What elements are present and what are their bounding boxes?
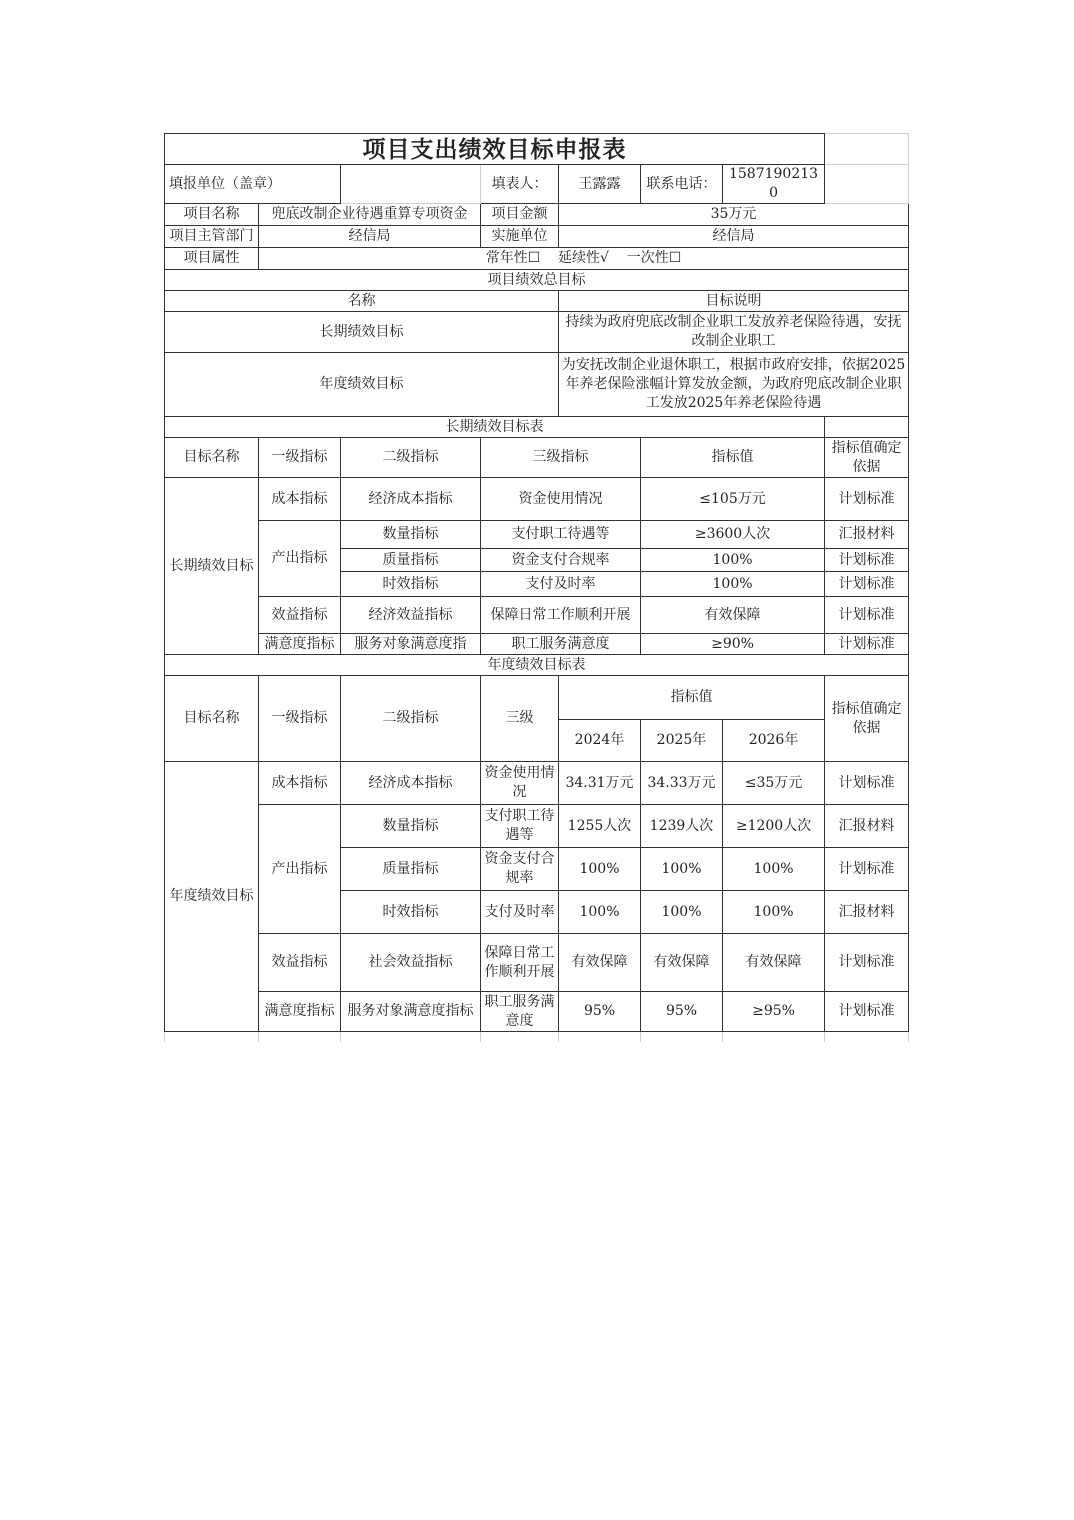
empty-cell [481,1032,559,1043]
annual-v2025: 95% [641,992,723,1032]
annual-l3: 保障日常工作顺利开展 [481,934,559,992]
empty-cell [641,1032,723,1043]
annual-l1: 效益指标 [259,934,341,992]
annual-l3: 资金支付合规率 [481,848,559,891]
annual-l3: 支付及时率 [481,891,559,934]
long-basis: 计划标准 [825,634,909,655]
dept-value: 经信局 [259,226,481,248]
annual-v2024: 100% [559,848,641,891]
long-header-l2: 二级指标 [341,438,481,478]
annual-basis: 汇报材料 [825,891,909,934]
long-value: 有效保障 [641,597,825,634]
long-value: ≥90% [641,634,825,655]
table-row [165,597,909,634]
long-basis: 计划标准 [825,549,909,572]
annual-basis: 计划标准 [825,934,909,992]
annual-v2026: ≥95% [723,992,825,1032]
long-basis: 计划标准 [825,597,909,634]
long-l2: 经济效益指标 [341,597,481,634]
phone-value: 15871902130 [723,165,825,204]
annual-header-goal: 目标名称 [165,676,259,762]
empty-cell [825,134,909,165]
attr-label: 项目属性 [165,248,259,270]
unit-label: 填报单位（盖章） [165,165,341,204]
annual-basis: 计划标准 [825,992,909,1032]
table-row [165,992,909,1032]
performance-form [164,133,910,1042]
amount-value: 35万元 [559,204,909,226]
empty-cell [825,417,909,438]
long-l2: 数量指标 [341,521,481,549]
filler-name: 王露露 [559,165,641,204]
annual-year-2024: 2024年 [559,720,641,762]
long-l2: 经济成本指标 [341,478,481,521]
table-row [165,762,909,805]
annual-v2024: 34.31万元 [559,762,641,805]
annual-header-l2: 二级指标 [341,676,481,762]
annual-l2: 服务对象满意度指标 [341,992,481,1032]
annual-v2024: 有效保障 [559,934,641,992]
long-value: 100% [641,572,825,597]
overall-long-label: 长期绩效目标 [165,312,559,353]
long-l2: 时效指标 [341,572,481,597]
impl-value: 经信局 [559,226,909,248]
annual-l2: 数量指标 [341,805,481,848]
long-l3: 支付及时率 [481,572,641,597]
annual-header-l3: 三级 [481,676,559,762]
form-table [164,133,909,1042]
long-l1: 效益指标 [259,597,341,634]
annual-v2025: 100% [641,891,723,934]
section-title-long: 长期绩效目标表 [165,417,825,438]
amount-label: 项目金额 [481,204,559,226]
annual-header-basis: 指标值确定依据 [825,676,909,762]
annual-basis: 计划标准 [825,762,909,805]
table-row [165,521,909,549]
attr-value: 常年性☐ 延续性√ 一次性☐ [259,248,909,270]
long-l3: 资金使用情况 [481,478,641,521]
long-basis: 汇报材料 [825,521,909,549]
page-title: 项目支出绩效目标申报表 [165,134,825,165]
long-l1: 成本指标 [259,478,341,521]
overall-name-header: 名称 [165,291,559,312]
long-l3: 保障日常工作顺利开展 [481,597,641,634]
annual-year-2025: 2025年 [641,720,723,762]
table-row [165,805,909,848]
long-goal-name: 长期绩效目标 [165,478,259,655]
filler-label: 填表人： [481,165,559,204]
annual-v2026: ≤35万元 [723,762,825,805]
long-header-l1: 一级指标 [259,438,341,478]
long-l3: 支付职工待遇等 [481,521,641,549]
empty-cell [559,1032,641,1043]
annual-l3: 职工服务满意度 [481,992,559,1032]
annual-l1: 产出指标 [259,805,341,934]
long-basis: 计划标准 [825,572,909,597]
empty-cell [165,1032,259,1043]
unit-value [341,165,481,204]
annual-goal-name: 年度绩效目标 [165,762,259,1032]
long-value: ≤105万元 [641,478,825,521]
long-value: 100% [641,549,825,572]
annual-v2025: 100% [641,848,723,891]
annual-header-l1: 一级指标 [259,676,341,762]
annual-v2026: 100% [723,848,825,891]
long-header-value: 指标值 [641,438,825,478]
annual-l2: 社会效益指标 [341,934,481,992]
annual-v2025: 有效保障 [641,934,723,992]
table-row [165,634,909,655]
table-row [165,478,909,521]
long-l3: 职工服务满意度 [481,634,641,655]
phone-label: 联系电话： [641,165,723,204]
annual-v2026: 有效保障 [723,934,825,992]
dept-label: 项目主管部门 [165,226,259,248]
annual-l1: 满意度指标 [259,992,341,1032]
empty-cell [825,165,909,204]
overall-annual-label: 年度绩效目标 [165,353,559,417]
annual-v2024: 100% [559,891,641,934]
long-header-basis: 指标值确定依据 [825,438,909,478]
annual-l2: 时效指标 [341,891,481,934]
overall-desc-header: 目标说明 [559,291,909,312]
long-value: ≥3600人次 [641,521,825,549]
long-l2: 质量指标 [341,549,481,572]
annual-l1: 成本指标 [259,762,341,805]
empty-cell [723,1032,825,1043]
project-name-value: 兜底改制企业待遇重算专项资金 [259,204,481,226]
table-row [165,934,909,992]
annual-basis: 汇报材料 [825,805,909,848]
annual-v2024: 95% [559,992,641,1032]
long-l3: 资金支付合规率 [481,549,641,572]
overall-annual-desc: 为安抚改制企业退休职工，根据市政府安排，依据2025年养老保险涨幅计算发放金额，为政府兜底改制企业职工发放2025年养老保险待遇 [559,353,909,417]
annual-l3: 资金使用情况 [481,762,559,805]
empty-cell [259,1032,341,1043]
annual-l2: 质量指标 [341,848,481,891]
annual-v2026: 100% [723,891,825,934]
impl-label: 实施单位 [481,226,559,248]
annual-l2: 经济成本指标 [341,762,481,805]
long-l2: 服务对象满意度指 [341,634,481,655]
section-title-overall: 项目绩效总目标 [165,270,909,291]
section-title-annual: 年度绩效目标表 [165,655,909,676]
long-header-goal: 目标名称 [165,438,259,478]
long-l1: 产出指标 [259,521,341,597]
empty-cell [341,1032,481,1043]
annual-header-value: 指标值 [559,676,825,720]
long-l1: 满意度指标 [259,634,341,655]
overall-long-desc: 持续为政府兜底改制企业职工发放养老保险待遇，安抚改制企业职工 [559,312,909,353]
project-name-label: 项目名称 [165,204,259,226]
long-basis: 计划标准 [825,478,909,521]
annual-v2024: 1255人次 [559,805,641,848]
annual-basis: 计划标准 [825,848,909,891]
long-header-l3: 三级指标 [481,438,641,478]
annual-v2025: 1239人次 [641,805,723,848]
annual-l3: 支付职工待遇等 [481,805,559,848]
annual-year-2026: 2026年 [723,720,825,762]
empty-cell [825,1032,909,1043]
annual-v2025: 34.33万元 [641,762,723,805]
annual-v2026: ≥1200人次 [723,805,825,848]
